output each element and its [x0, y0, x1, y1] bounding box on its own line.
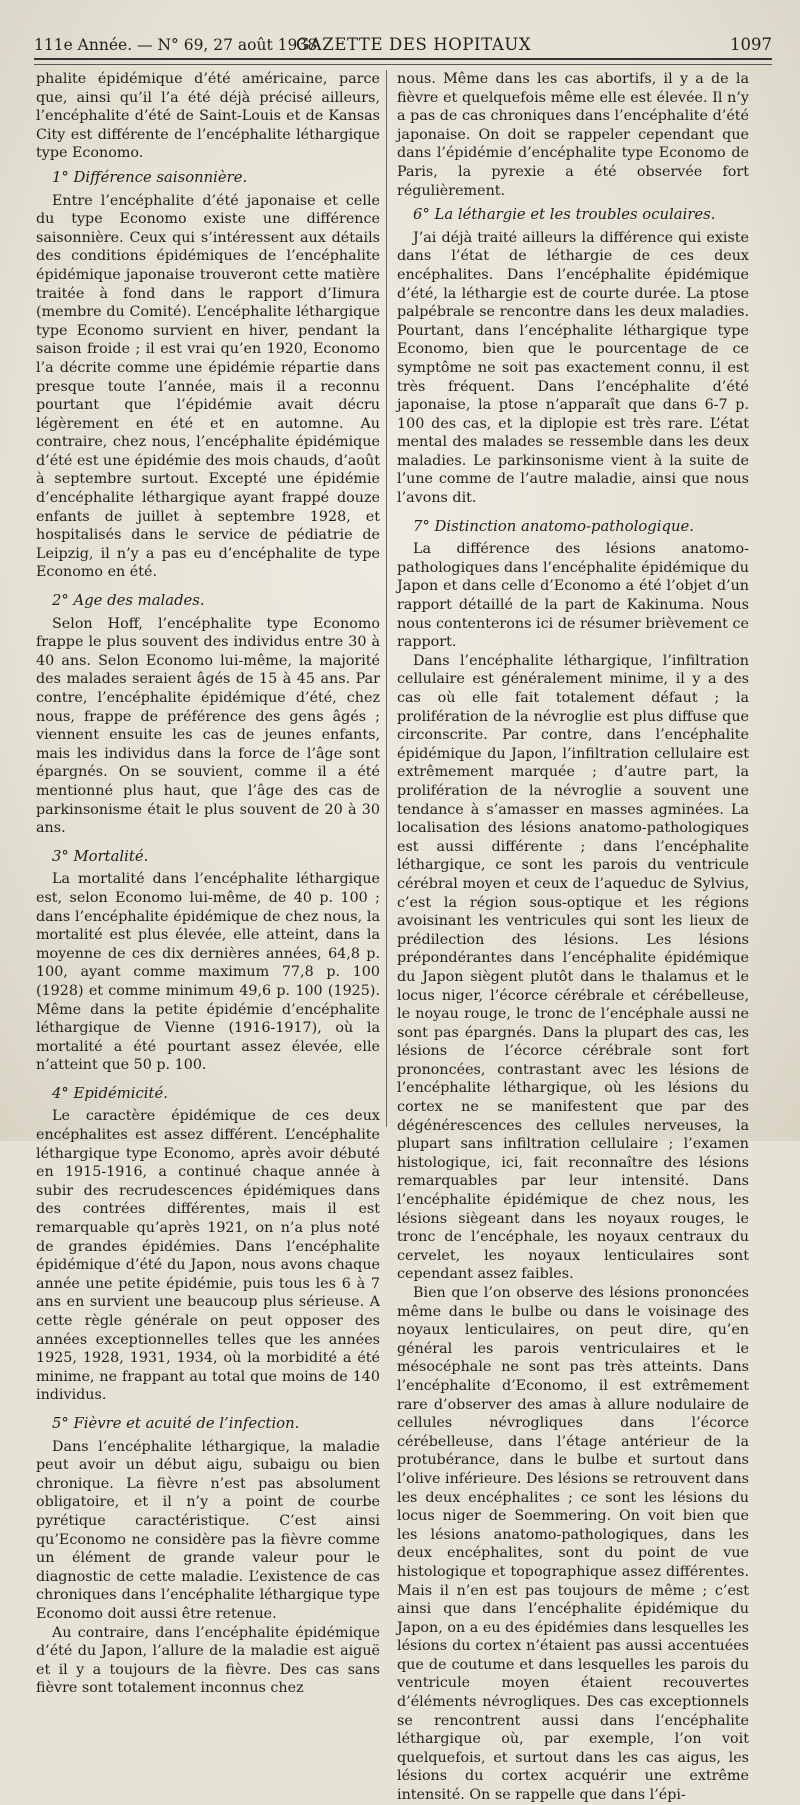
- running-header: [34, 30, 772, 60]
- paragraph: phalite épidémique d’été américaine, parce que, ainsi qu’il l’a été déjà précisé ailleurs, l’encéphalite d’été de Saint-Louis et de Kansas City est différente de l’encéphalite léthargique type Economo.: [36, 71, 380, 162]
- paragraph: Entre l’encéphalite d’été japonaise et celle du type Economo existe une différence saisonnière. Ceux qui s’intéressent aux détails des conditions épidémiques de l’encéphalite épidémique japonaise trouveront cette matière traitée à fond dans le rapport d’Iimura (membre du Comité). L’encéphalite léthargique type Economo survient en hiver, pendant la saison froide ; il est vrai qu’en 1920, Economo l’a décrite comme une épidémie répartie dans presque toute l’année, mais il a reconnu pourtant que l’épidémie avait décru légèrement en été et en automne. Au contraire, chez nous, l’encéphalite épidémique d’été est une épidémie des mois chauds, d’août à septembre surtout. Excepté une épidémie d’encéphalite léthargique ayant frappé douze enfants de juillet à septembre 1928, et hospitalisés dans le service de pédiatrie de Leipzig, il n’y a pas eu d’encéphalite de type Economo en été.: [36, 192, 380, 581]
- paragraph: Le caractère épidémique de ces deux encéphalites est assez différent. L’encéphalite léthargique type Economo, après avoir débuté en 1915-1916, a continué chaque année à subir des recrudescences épidémiques dans des contrées différentes, mais il est remarquable qu’après 1921, on n’a plus noté de grandes épidémies. Dans l’encéphalite épidémique d’été du Japon, nous avons chaque année une petite épidémie, puis tous les 6 à 7 ans en survient une beaucoup plus sérieuse. A cette règle générale on peut opposer des années exceptionnelles telles que les années 1925, 1928, 1931, 1934, où la morbidité a été minime, ne frappant au total que moins de 140 individus.: [36, 1108, 380, 1404]
- column-divider: [386, 70, 387, 1127]
- issue-info: 111e Année. — N° 69, 27 août 1938.: [34, 36, 323, 54]
- section-heading: 7° Distinction anatomo-pathologique.: [413, 517, 694, 535]
- paragraph: La mortalité dans l’encéphalite léthargique est, selon Economo lui-même, de 40 p. 100 ; dans l’encéphalite épidémique de chez nous, la mortalité est plus élevée, elle atteint, dans la moyenne de ces dix dernières années, 64,8 p. 100, ayant comme maximum 77,8 p. 100 (1928) et comme minimum 49,6 p. 100 (1925). Même dans la petite épidémie d’encéphalite léthargique de Vienne (1916-1917), où la mortalité a été pourtant assez élevée, elle n’atteint que 50 p. 100.: [36, 871, 380, 1074]
- paragraph: J’ai déjà traité ailleurs la différence qui existe dans l’état de léthargie de ces deux encéphalites. Dans l’encéphalite épidémique d’été, la léthargie est de courte durée. La ptose palpébrale se rencontre dans les deux maladies. Pourtant, dans l’encéphalite léthargique type Economo, bien que le pourcentage de ce symptôme ne soit pas exactement connu, il est très fréquent. Dans l’encéphalite d’été japonaise, la ptose n’apparaît que dans 6-7 p. 100 des cas, et la diplopie est très rare. L’état mental des malades se ressemble dans les deux maladies. Le parkinsonisme vient à la suite de l’une comme de l’autre maladie, ainsi que nous l’avons dit.: [397, 229, 749, 507]
- page-number: 1097: [730, 35, 772, 54]
- journal-title: GAZETTE DES HOPITAUX: [296, 35, 532, 54]
- section-heading: 2° Age des malades.: [52, 592, 205, 610]
- section-heading: 1° Différence saisonnière.: [52, 168, 248, 186]
- paragraph: Selon Hoff, l’encéphalite type Economo frappe le plus souvent des individus entre 30 à 40 ans. Selon Economo lui-même, la majorité des malades seraient âgés de 15 à 45 ans. Par contre, l’encéphalite épidémique d’été, chez nous, frappe de préférence des gens âgés ; viennent ensuite les cas de jeunes enfants, mais les individus dans la force de l’âge sont épargnés. On se souvient, comme il a été mentionné plus haut, que l’âge des cas de parkinsonisme était le plus souvent de 20 à 30 ans.: [36, 615, 380, 837]
- section-heading: 3° Mortalité.: [52, 847, 149, 865]
- section-heading: 4° Epidémicité.: [52, 1084, 168, 1102]
- paragraph: Dans l’encéphalite léthargique, la maladie peut avoir un début aigu, subaigu ou bien chronique. La fièvre n’est pas absolument obligatoire, et il n’y a point de courbe pyrétique caractéristique. C’est ainsi qu’Economo ne considère pas la fièvre comme un élément de grande valeur pour le diagnostic de cette maladie. L’existence de cas chroniques dans l’encéphalite léthargique type Economo doit aussi être retenue.: [36, 1438, 380, 1622]
- paragraph: nous. Même dans les cas abortifs, il y a de la fièvre et quelquefois même elle est élevée. Il n’y a pas de cas chroniques dans l’encéphalite d’été japonaise. On doit se rappeler cependant que dans l’épidémie d’encéphalite type Economo de Paris, la pyrexie a été observée fort régulièrement.: [397, 71, 749, 199]
- section-heading: 6° La léthargie et les troubles oculaires.: [413, 206, 716, 224]
- section-heading: 5° Fièvre et acuité de l’infection.: [52, 1414, 300, 1432]
- paragraph: La différence des lésions anatomo-pathologiques dans l’encéphalite épidémique du Japon et dans celle d’Economo a été l’objet d’un rapport détaillé de la part de Kakinuma. Nous nous contenterons ici de résumer brièvement ce rapport.: [397, 541, 749, 651]
- right-column: [397, 70, 749, 1805]
- left-column: [36, 70, 380, 1698]
- paragraph: Au contraire, dans l’encéphalite épidémique d’été du Japon, l’allure de la maladie est aiguë et il y a toujours de la fièvre. Des cas sans fièvre sont totalement inconnus chez: [36, 1624, 380, 1697]
- header-rule: [34, 64, 772, 65]
- paragraph: Bien que l’on observe des lésions prononcées même dans le bulbe ou dans le voisinage des noyaux lenticulaires, on peut dire, qu’en général les parois ventriculaires et le mésocéphale ne sont pas très atteints. Dans l’encéphalite d’Economo, il est extrêmement rare d’observer des amas à allure nodulaire de cellules névrogliques dans l’écorce cérébelleuse, dans l’étage antérieur de la protubérance, dans le bulbe et surtout dans l’olive inférieure. Des lésions se retrouvent dans les deux encéphalites ; ce sont les lésions du locus niger de Soemmering. On voit bien que les lésions anatomo-pathologiques, dans les deux encéphalites, sont du point de vue histologique et topographique assez différentes. Mais il n’en est pas toujours de même ; c’est ainsi que dans l’encéphalite épidémique du Japon, on a eu des épidémies dans lesquelles les lésions du cortex n’étaient pas aussi accentuées que de coutume et dans lesquelles les parois du ventricule moyen étaient recouvertes d’éléments névrogliques. Des cas exceptionnels se rencontrent aussi dans l’encéphalite léthargique où, par exemple, l’on voit quelquefois, et surtout dans les cas aigus, les lésions du cortex acquérir une extrême intensité. On se rappelle que dans l’épi-: [397, 1285, 749, 1804]
- paragraph: Dans l’encéphalite léthargique, l’infiltration cellulaire est généralement minime, il y a des cas où elle fait totalement défaut ; la prolifération de la névroglie est plus diffuse que circonscrite. Par contre, dans l’encéphalite épidémique du Japon, l’infiltration cellulaire est extrêmement marquée ; d’autre part, la prolifération de la névroglie a souvent une tendance à s’amasser en masses agminées. La localisation des lésions anatomo-pathologiques est aussi différente ; dans l’encéphalite léthargique, ce sont les parois du ventricule cérébral moyen et ceux de l’aqueduc de Sylvius, c’est la région sous-optique et les régions avoisinant les ventricules qui sont les lieux de prédilection des lésions. Les lésions prépondérantes dans l’encéphalite épidémique du Japon siègent plutôt dans le thalamus et le locus niger, l’écorce cérébrale et cérébelleuse, le noyau rouge, le tronc de l’encéphale aussi ne sont pas épargnés. Dans la plupart des cas, les lésions de l’écorce cérébrale sont fort prononcées, contrastant avec les lésions de l’encéphalite léthargique, où les lésions du cortex ne se manifestent que par des dégénérescences des cellules nerveuses, la plupart sans infiltration cellulaire ; l’examen histologique, ici, fait reconnaître des lésions remarquables par leur intensité. Dans l’encéphalite épidémique de chez nous, les lésions siègeant dans les noyaux rouges, le tronc de l’encéphale, les noyaux centraux du cervelet, les noyaux lenticulaires sont cependant assez faibles.: [397, 652, 749, 1283]
